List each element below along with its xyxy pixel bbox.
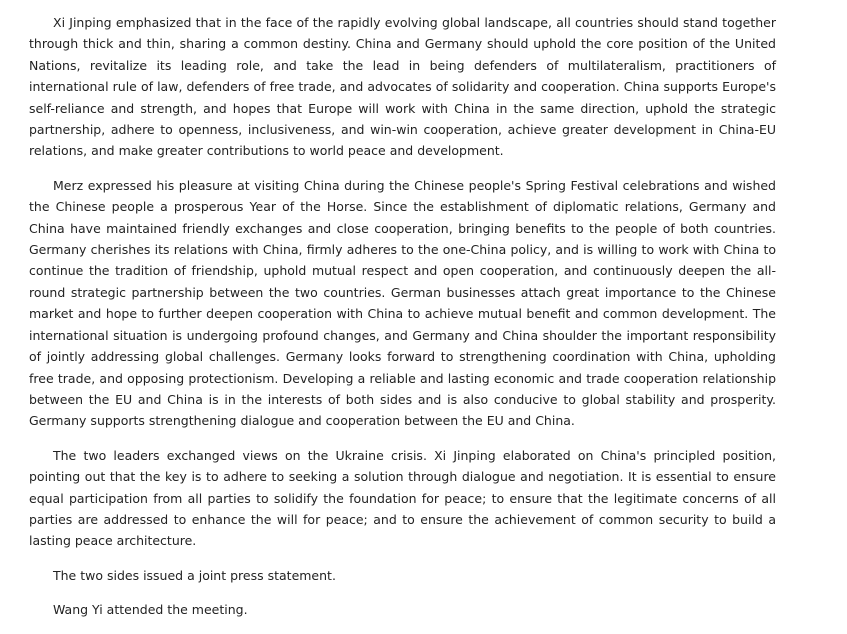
paragraph-xi-remarks: Xi Jinping emphasized that in the face of the rapidly evolving global landscape, all countries should stand together through thick and thin, sharing a common destiny. China and Germany should uphold the core position of the United Nations, revitalize its leading role, and take the lead in being defenders of multilateralism, practitioners of international rule of law, defenders of free trade, and advocates of solidarity and cooperation. China supports Europe's self-reliance and strength, and hopes that Europe will work with China in the same direction, uphold the strategic partnership, adhere to openness, inclusiveness, and win-win cooperation, achieve greater development in China-EU relations, and make greater contributions to world peace and development.: [29, 15, 776, 159]
paragraph-attendance: Wang Yi attended the meeting.: [53, 602, 248, 618]
paragraph-ukraine-crisis: The two leaders exchanged views on the Ukraine crisis. Xi Jinping elaborated on China's principled position, pointing out that the key is to adhere to seeking a solution through dialogue and negotiation. It is essential to ensure equal participation from all parties to solidify the foundation for peace; to ensure that the legitimate concerns of all parties are addressed to enhance the will for peace; and to ensure the achievement of common security to build a lasting peace architecture.: [29, 447, 776, 549]
paragraph-joint-statement: The two sides issued a joint press statement.: [53, 567, 336, 583]
paragraph-merz-remarks: Merz expressed his pleasure at visiting China during the Chinese people's Spring Festival celebrations and wished the Chinese people a prosperous Year of the Horse. Since the establishment of diplomatic relations, Germany and China have maintained friendly exchanges and close cooperation, bringing benefits to the people of both countries. Germany cherishes its relations with China, firmly adheres to the one-China policy, and is willing to work with China to continue the tradition of friendship, uphold mutual respect and open cooperation, and continuously deepen the all-round strategic partnership between the two countries. German businesses attach great importance to the Chinese market and hope to further deepen cooperation with China to achieve mutual benefit and common development. The international situation is undergoing profound changes, and Germany and China shoulder the important responsibility of jointly addressing global challenges. Germany looks forward to strengthening coordination with China, upholding free trade, and opposing protectionism. Developing a reliable and lasting economic and trade cooperation relationship between the EU and China is in the interests of both sides and is also conducive to global stability and prosperity. Germany supports strengthening dialogue and cooperation between the EU and China.: [29, 177, 776, 429]
article-body: [29, 12, 776, 634]
